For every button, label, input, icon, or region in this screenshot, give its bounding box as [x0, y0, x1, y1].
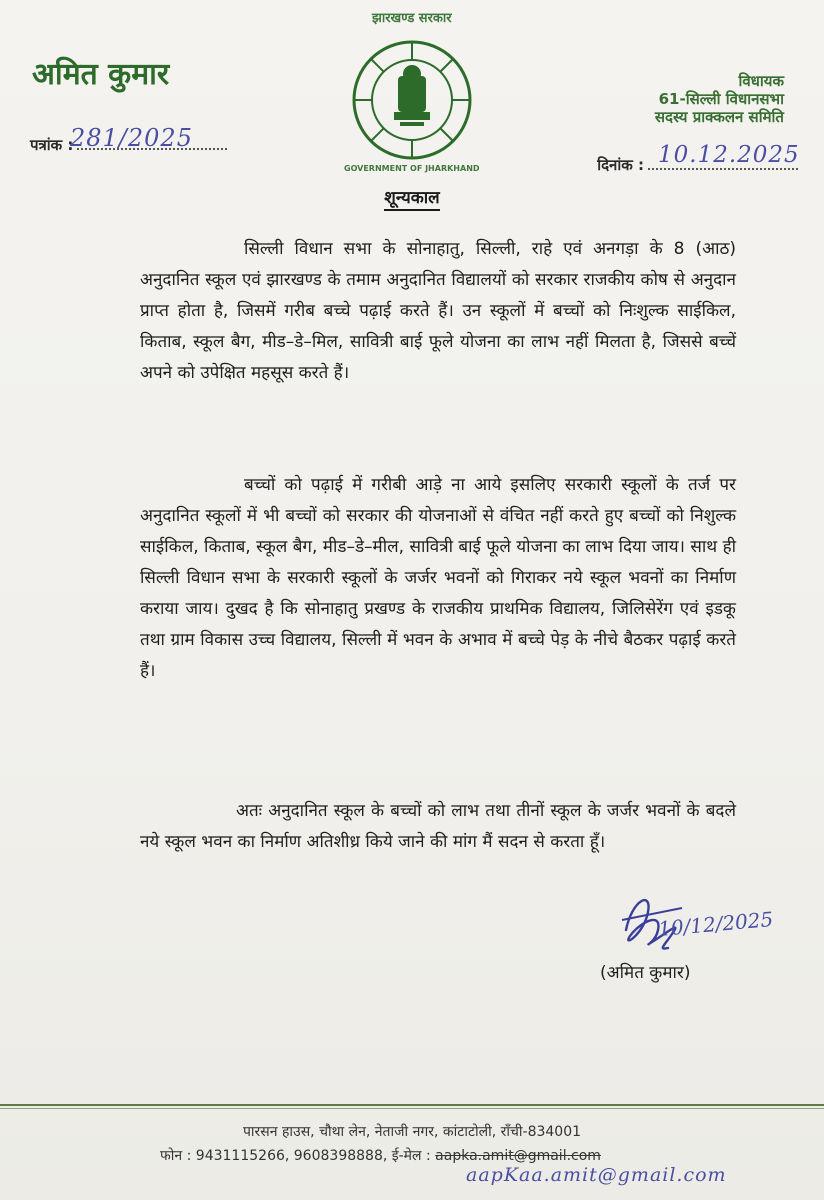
subject-heading: [0, 185, 824, 208]
footer-phone-line: फोन : 9431115266, 9608398888, ई-मेल :: [160, 1148, 436, 1164]
paragraph-1: सिल्ली विधान सभा के सोनाहातु, सिल्ली, राहे एवं अनगड़ा के 8 (आठ) अनुदानित स्कूल एवं झारखण्ड के तमाम अनुदानित विद्यालयों को सरकार राजकीय कोष से अनुदान प्राप्त होता है, जिसमें गरीब बच्चे पढ़ाई करते हैं। उन स्कूलों में बच्चों को निःशुल्क साईकिल, किताब, स्कूल बैग, मीड–डे–मिल, सावित्री बाई फूले योजना का लाभ नहीं मिलता है, जिससे बच्चें अपने को उपेक्षित महसूस करते हैं।: [140, 239, 736, 383]
signatory-name: (अमित कुमार): [600, 963, 691, 983]
date-label: दिनांक :: [597, 156, 644, 174]
designation-line: विधायक: [738, 72, 784, 90]
designation-block: [524, 72, 784, 126]
signature-date-handwritten: 10/12/2025: [657, 907, 775, 941]
designation-line: 61-सिल्ली विधानसभा: [658, 90, 784, 108]
emblem-bottom-text: GOVERNMENT OF JHARKHAND: [344, 164, 480, 173]
reference-number-handwritten: 281/2025: [70, 124, 193, 152]
footer-email-handwritten: aapKaa.amit@gmail.com: [466, 1164, 727, 1186]
footer-divider: [0, 1104, 824, 1106]
jharkhand-emblem-icon: [350, 38, 474, 162]
footer-address: पारसन हाउस, चौथा लेन, नेताजी नगर, कांटाटोली, राँची-834001: [242, 1124, 582, 1140]
footer-divider-thin: [0, 1108, 824, 1109]
date-handwritten: 10.12.2025: [658, 142, 800, 168]
paragraph-3: अतः अनुदानित स्कूल के बच्चों को लाभ तथा तीनों स्कूल के जर्जर भवनों के बदले नये स्कूल भवन का निर्माण अतिशीध्र किये जाने की मांग मैं सदन से करता हूँ।: [140, 801, 736, 852]
subject-text: शून्यकाल: [384, 188, 439, 211]
footer-email-struck: aapka.amit@gmail.com: [435, 1148, 601, 1164]
designation-line: सदस्य प्राक्कलन समिति: [654, 108, 784, 126]
footer-contact: [160, 1146, 601, 1165]
paragraph-2: बच्चों को पढ़ाई में गरीबी आड़े ना आये इसलिए सरकारी स्कूलों के तर्ज पर अनुदानित स्कूलों में भी बच्चों को सरकार की योजनाओं से वंचित नहीं करते हुए बच्चों को निशुल्क साईकिल, किताब, स्कूल बैग, मीड–डे–मील, सावित्री बाई फूले योजना का लाभ दिया जाय। साथ ही सिल्ली विधान सभा के सरकारी स्कूलों के जर्जर भवनों को गिराकर नये स्कूल भवनों का निर्माण कराया जाय। दुखद है कि सोनाहातु प्रखण्ड के राजकीय प्राथमिक विद्यालय, जिलिसेरेंग एवं इडकू तथा ग्राम विकास उच्च विद्यालय, सिल्ली में भवन के अभाव में बच्चे पेड़ के नीचे बैठकर पढ़ाई करते हैं।: [140, 475, 736, 681]
reference-label: पत्रांक :: [30, 136, 74, 154]
emblem-arc-text: झारखण्ड सरकार: [372, 11, 452, 26]
letterhead-name: अमित कुमार: [32, 57, 170, 92]
